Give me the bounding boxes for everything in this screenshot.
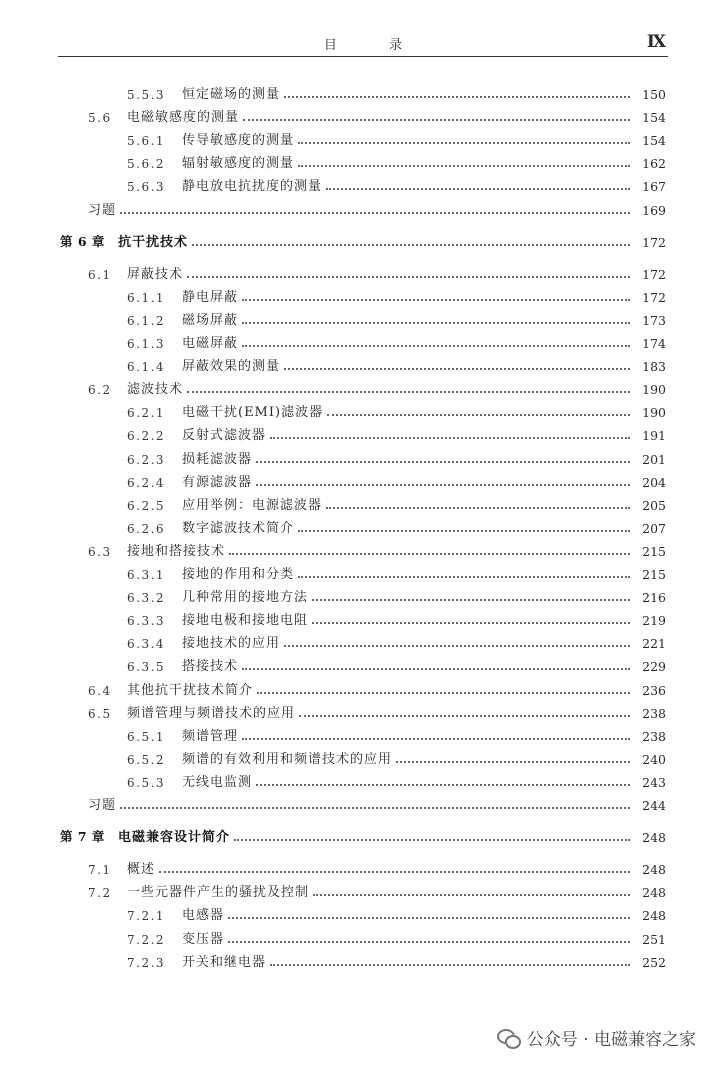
toc-page-number: 191 <box>642 428 666 444</box>
toc-entry-number: 6.3.4 <box>127 637 166 652</box>
toc-page-number: 240 <box>642 751 666 767</box>
toc-leader-dots <box>242 738 630 740</box>
toc-entry-number: 6.3.3 <box>127 614 166 629</box>
toc-entry-title: 开关和继电器 <box>182 954 267 970</box>
toc-leader-dots <box>256 784 630 786</box>
toc-entry-number: 5.6.2 <box>127 157 166 172</box>
toc-leader-dots <box>242 322 630 324</box>
toc-leader-dots <box>120 212 630 214</box>
toc-entry-title: 屏蔽技术 <box>127 266 184 282</box>
toc-entry-row <box>0 331 718 353</box>
toc-entry-title: 磁场屏蔽 <box>182 312 239 328</box>
toc-entry-row <box>0 608 718 630</box>
toc-leader-dots <box>270 437 630 439</box>
toc-entry-row <box>0 793 718 815</box>
toc-page-number: 207 <box>642 520 666 536</box>
toc-entry-title: 恒定磁场的测量 <box>182 87 281 102</box>
toc-page-number: 154 <box>642 110 666 126</box>
toc-page-number: 190 <box>642 405 666 421</box>
toc-entry-title: 数字滤波技术简介 <box>182 520 295 536</box>
toc-entry-number: 7.2.1 <box>127 909 166 924</box>
toc-page-number: 248 <box>642 908 666 924</box>
header-page-numeral: Ⅸ <box>646 32 666 52</box>
toc-entry-row <box>0 447 718 469</box>
toc-entry-row <box>0 308 718 330</box>
toc-page-number: 248 <box>642 862 666 878</box>
toc-leader-dots <box>312 622 630 624</box>
toc-entry-number: 6.5.2 <box>127 752 166 767</box>
toc-page-number: 201 <box>642 451 666 467</box>
toc-entry-number: 6.2.5 <box>127 498 166 513</box>
toc-entry-title: 频谱管理与频谱技术的应用 <box>127 705 296 721</box>
toc-leader-dots <box>298 165 630 167</box>
toc-entry-title: 静电放电抗扰度的测量 <box>182 179 323 195</box>
toc-entry-row <box>0 377 718 399</box>
watermark <box>497 1025 696 1050</box>
toc-leader-dots <box>187 391 630 393</box>
toc-entry-row <box>0 82 718 104</box>
toc-entry-number: 6.2.4 <box>127 475 166 490</box>
toc-entry-number: 6.2.2 <box>127 429 166 444</box>
toc-page-number: 215 <box>642 567 666 582</box>
toc-page-number: 216 <box>642 590 666 606</box>
toc-entry-row <box>0 585 718 607</box>
toc-entry-row <box>0 927 718 949</box>
toc-leader-dots <box>312 599 630 601</box>
toc-entry-title: 损耗滤波器 <box>182 451 253 467</box>
toc-entry-title: 其他抗干扰技术简介 <box>127 682 254 698</box>
toc-page-number: 205 <box>642 497 666 513</box>
toc-entry-number: 7.2.3 <box>127 955 166 970</box>
page-header <box>58 30 668 57</box>
toc-entry-title: 接地电极和接地电阻 <box>182 613 309 629</box>
toc-leader-dots <box>187 276 630 278</box>
toc-entry-row <box>0 950 718 972</box>
toc-leader-dots <box>326 188 630 190</box>
toc-entry-row <box>0 128 718 150</box>
toc-leader-dots <box>327 414 630 416</box>
toc-leader-dots <box>242 668 630 670</box>
toc-page-number: 252 <box>642 954 666 970</box>
toc-page-number: 251 <box>642 931 666 947</box>
toc-entry-row <box>0 400 718 422</box>
toc-entry-title: 传导敏感度的测量 <box>182 133 295 149</box>
toc-page-number: 221 <box>642 636 666 652</box>
toc-entry-number: 6.3.1 <box>127 568 166 582</box>
toc-entry-number: 6.2.1 <box>127 406 166 421</box>
toc-entry-title: 习题 <box>88 202 117 218</box>
toc-entry-title: 应用举例：电源滤波器 <box>182 497 323 513</box>
toc-entry-row <box>0 724 718 746</box>
toc-entry-title: 电磁屏蔽 <box>182 336 239 351</box>
toc-leader-dots <box>256 461 630 463</box>
toc-leader-dots <box>284 96 630 98</box>
toc-entry-row <box>0 493 718 515</box>
toc-entry-title: 抗干扰技术 <box>118 234 189 250</box>
toc-entry-title: 电磁敏感度的测量 <box>127 110 240 126</box>
toc-page-number: 204 <box>642 474 666 490</box>
toc-entry-number: 6.1.1 <box>127 290 166 305</box>
toc-page-number: 215 <box>642 543 666 559</box>
toc-entry-title: 无线电监测 <box>182 774 253 790</box>
toc-entry-number: 第 6 章 <box>60 233 105 249</box>
toc-page-number: 172 <box>642 266 666 282</box>
toc-entry-number: 7.2 <box>88 886 112 901</box>
toc-entry-number: 7.1 <box>88 863 112 878</box>
toc-entry-title: 习题 <box>88 798 117 813</box>
toc-leader-dots <box>284 645 630 647</box>
toc-entry-title: 接地技术的应用 <box>182 636 281 652</box>
toc-entry-title: 一些元器件产生的骚扰及控制 <box>127 885 310 901</box>
toc-page-number: 183 <box>642 359 666 375</box>
toc-page-number: 167 <box>642 179 666 195</box>
toc-page-number: 244 <box>642 798 666 813</box>
toc-entry-number: 6.1.3 <box>127 337 166 351</box>
toc-entry-row <box>0 654 718 676</box>
toc-page-number: 172 <box>642 234 666 250</box>
toc-entry-title: 频谱管理 <box>182 728 239 744</box>
toc-entry-number: 5.6.3 <box>127 180 166 195</box>
toc-entry-row <box>0 516 718 538</box>
toc-page-number: 229 <box>642 659 666 675</box>
toc-entry-row <box>0 174 718 196</box>
toc-page-number: 190 <box>642 382 666 398</box>
toc-entry-row <box>0 262 718 284</box>
toc-entry-title: 搭接技术 <box>182 659 239 675</box>
toc-page-number: 248 <box>642 830 666 846</box>
toc-entry-row <box>0 631 718 653</box>
toc-leader-dots <box>159 871 630 873</box>
toc-leader-dots <box>298 142 630 144</box>
toc-entry-number: 6.1.4 <box>127 360 166 375</box>
toc-entry-title: 接地和搭接技术 <box>127 543 226 559</box>
toc-entry-row <box>0 880 718 902</box>
toc-leader-dots <box>242 299 630 301</box>
toc-entry-row <box>0 903 718 925</box>
toc-page-number: 248 <box>642 885 666 901</box>
toc-chapter-row <box>0 825 718 847</box>
toc-leader-dots <box>299 715 630 717</box>
toc-entry-title: 辐射敏感度的测量 <box>182 156 295 172</box>
toc-page-number: 173 <box>642 312 666 328</box>
toc-entry-number: 5.5.3 <box>127 88 166 102</box>
toc-page-number: 169 <box>642 202 666 218</box>
toc-leader-dots <box>228 941 630 943</box>
toc-entry-title: 有源滤波器 <box>182 474 253 490</box>
toc-entry-number: 6.3 <box>88 544 112 559</box>
toc-leader-dots <box>284 368 630 370</box>
toc-leader-dots <box>120 807 630 809</box>
toc-page-number: 238 <box>642 705 666 721</box>
toc-page-number: 238 <box>642 728 666 744</box>
toc-entry-number: 6.5.1 <box>127 729 166 744</box>
toc-page-number: 172 <box>642 289 666 305</box>
toc-page-number: 154 <box>642 133 666 149</box>
toc-page-number: 219 <box>642 613 666 629</box>
wechat-icon <box>497 1029 519 1047</box>
toc-entry-row <box>0 747 718 769</box>
toc-entry-number: 6.3.5 <box>127 660 166 675</box>
toc-entry-row <box>0 470 718 492</box>
toc-entry-title: 变压器 <box>182 931 225 947</box>
toc-leader-dots <box>298 576 630 578</box>
toc-entry-number: 6.1.2 <box>127 313 166 328</box>
toc-entry-number: 6.2 <box>88 383 112 398</box>
toc-entry-row <box>0 539 718 561</box>
toc-leader-dots <box>243 119 630 121</box>
toc-leader-dots <box>298 530 630 532</box>
toc-leader-dots <box>326 507 630 509</box>
toc-entry-row <box>0 701 718 723</box>
toc-entry-number: 6.5.3 <box>127 775 166 790</box>
toc-page-number: 162 <box>642 156 666 172</box>
toc-entry-title: 反射式滤波器 <box>182 428 267 444</box>
toc-page-number: 236 <box>642 682 666 698</box>
toc-entry-row <box>0 105 718 127</box>
toc-entry-row <box>0 678 718 700</box>
toc-leader-dots <box>270 964 630 966</box>
toc-entry-number: 5.6.1 <box>127 134 166 149</box>
toc-page-number: 174 <box>642 336 666 351</box>
toc-leader-dots <box>313 894 630 896</box>
toc-leader-dots <box>234 839 630 841</box>
toc-entry-title: 接地的作用和分类 <box>182 567 295 582</box>
toc-entry-number: 6.2.6 <box>127 521 166 536</box>
toc-entry-row <box>0 857 718 879</box>
toc-entry-title: 频谱的有效利用和频谱技术的应用 <box>182 751 393 767</box>
toc-entry-title: 屏蔽效果的测量 <box>182 359 281 375</box>
toc-entry-title: 滤波技术 <box>127 382 184 398</box>
toc-entry-number: 6.2.3 <box>127 452 166 467</box>
toc-leader-dots <box>396 761 630 763</box>
toc-chapter-row <box>0 230 718 252</box>
toc-entry-row <box>0 198 718 220</box>
toc-leader-dots <box>242 345 630 347</box>
toc-entry-number: 5.6 <box>88 111 112 126</box>
toc-entry-number: 6.4 <box>88 683 112 698</box>
toc-entry-row <box>0 354 718 376</box>
toc-entry-title: 电感器 <box>182 908 225 924</box>
toc-entry-title: 电磁兼容设计简介 <box>118 830 231 846</box>
toc-entry-number: 7.2.2 <box>127 932 166 947</box>
toc-entry-title: 几种常用的接地方法 <box>182 590 309 606</box>
toc-leader-dots <box>257 692 630 694</box>
toc-leader-dots <box>192 244 630 246</box>
watermark-text: 公众号 · 电磁兼容之家 <box>526 1030 696 1050</box>
toc-leader-dots <box>229 553 630 555</box>
toc-entry-row <box>0 151 718 173</box>
toc-entry-number: 第 7 章 <box>60 829 105 845</box>
header-title: 目 录 <box>323 38 427 53</box>
toc-entry-title: 概述 <box>127 862 156 878</box>
toc-page-number: 243 <box>642 774 666 790</box>
toc-entry-title: 静电屏蔽 <box>182 289 239 305</box>
toc-entry-number: 6.5 <box>88 706 112 721</box>
toc-entry-row <box>0 285 718 307</box>
toc-entry-row <box>0 423 718 445</box>
toc-entry-row <box>0 770 718 792</box>
toc-page-number: 150 <box>642 87 666 102</box>
toc-leader-dots <box>256 484 630 486</box>
toc-entry-number: 6.3.2 <box>127 591 166 606</box>
toc-entry-row <box>0 562 718 584</box>
toc-entry-title: 电磁干扰(EMI)滤波器 <box>182 405 324 421</box>
toc-entry-number: 6.1 <box>88 267 112 282</box>
toc-leader-dots <box>228 917 630 919</box>
